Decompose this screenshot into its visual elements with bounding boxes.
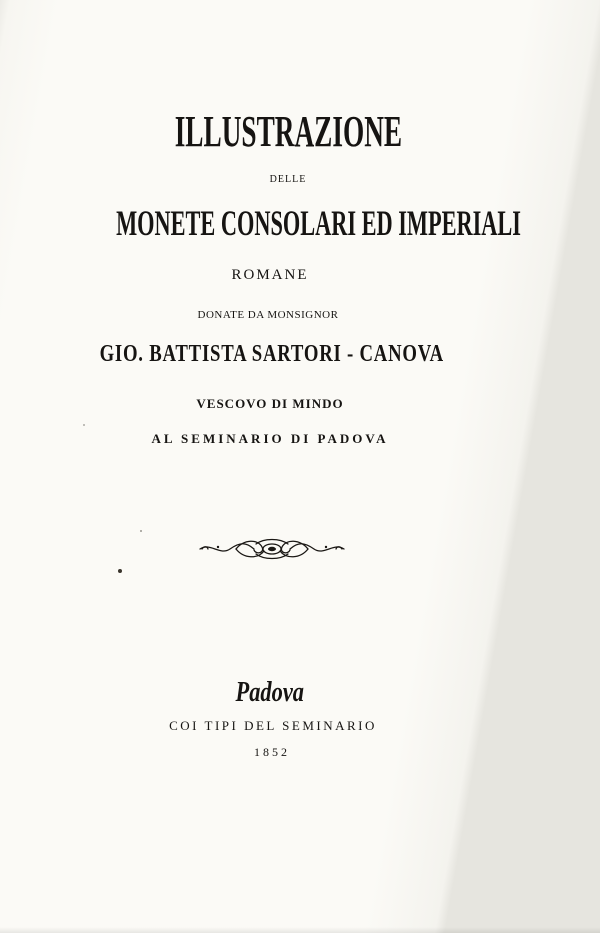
imprint-printer: COI TIPI DEL SEMINARIO — [169, 718, 377, 733]
paper-speck — [83, 424, 85, 426]
donation-line: DONATE DA MONSIGNOR — [197, 309, 339, 321]
book-title: ILLUSTRAZIONE — [174, 107, 402, 156]
scroll-ornament-icon — [196, 534, 348, 564]
book-subtitle: MONETE CONSOLARI ED IMPERIALI — [116, 203, 522, 243]
donor-name: GIO. BATTISTA SARTORI - CANOVA — [99, 341, 445, 367]
imprint-place: Padova — [235, 677, 305, 708]
title-connector: DELLE — [269, 174, 307, 185]
recipient-line: AL SEMINARIO DI PADOVA — [151, 431, 389, 446]
book-subtitle-romane: ROMANE — [231, 267, 309, 283]
imprint-year: 1852 — [254, 745, 290, 759]
paper-speck — [140, 530, 142, 532]
donor-title: VESCOVO DI MINDO — [196, 396, 344, 411]
paper-speck — [118, 569, 122, 573]
